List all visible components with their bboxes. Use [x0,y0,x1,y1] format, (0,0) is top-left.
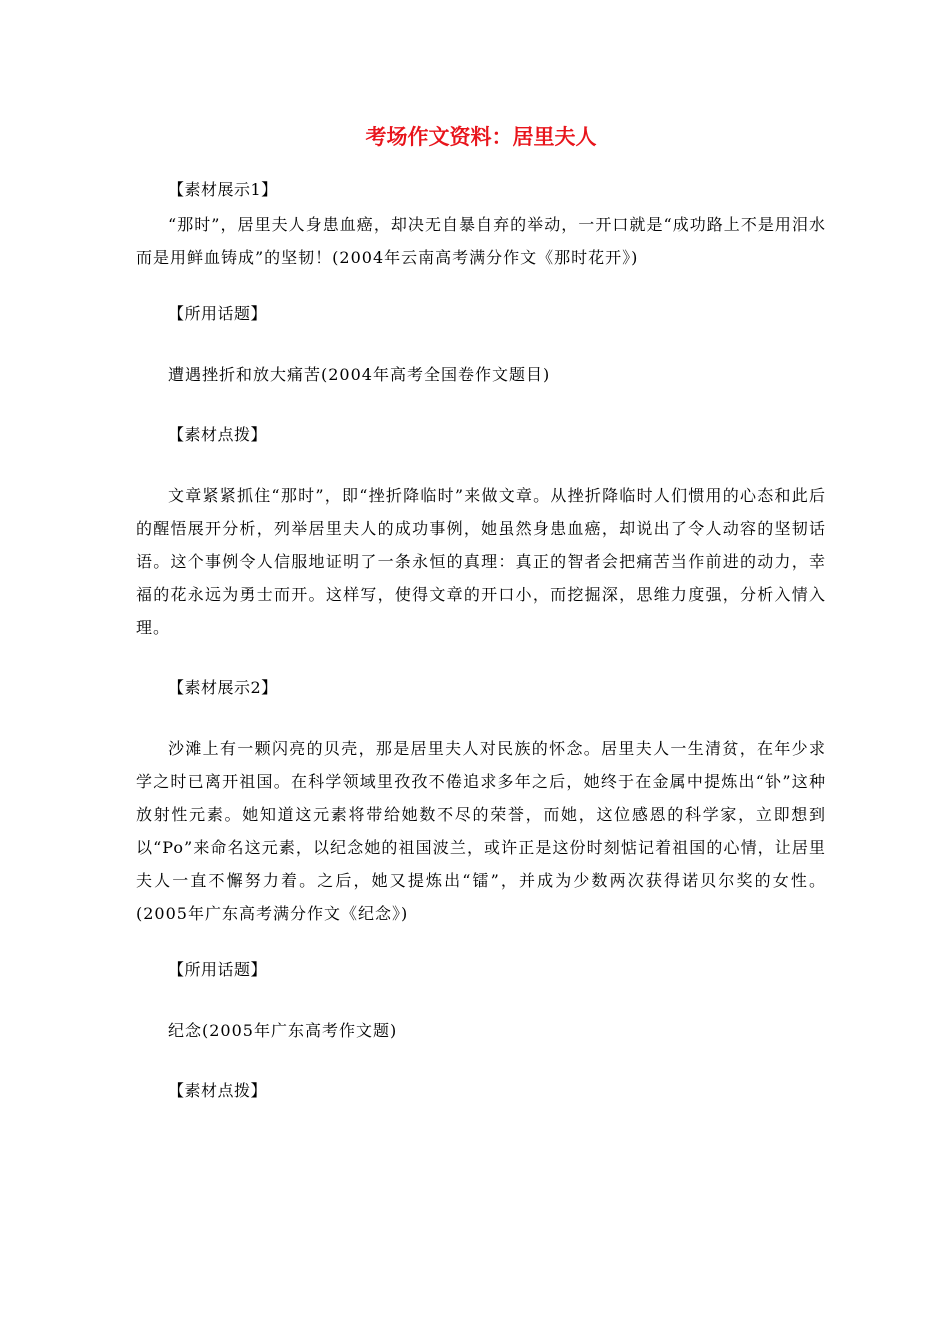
material-2-text: 沙滩上有一颗闪亮的贝壳，那是居里夫人对民族的怀念。居里夫人一生清贫，在年少求学之时已离开祖国。在科学领域里孜孜不倦追求多年之后，她终于在金属中提炼出“钋”这种放射性元素。她知道这元素将带给她数不尽的荣誉，而她，这位感恩的科学家，立即想到以“Po”来命名这元素，以纪念她的祖国波兰，或许正是这份时刻惦记着祖国的心情，让居里夫人一直不懈努力着。之后，她又提炼出“镭”，并成为少数两次获得诺贝尔奖的女性。(2005年广东高考满分作文《纪念》) [136,739,826,923]
topic-2-text: 纪念(2005年广东高考作文题) [168,1021,398,1040]
page-title: 考场作文资料：居里夫人 [365,125,597,149]
comment-1-text: 文章紧紧抓住“那时”，即“挫折降临时”来做文章。从挫折降临时人们惯用的心态和此后的醒悟展开分析，列举居里夫人的成功事例，她虽然身患血癌，却说出了令人动容的坚韧话语。这个事例令人信服地证明了一条永恒的真理：真正的智者会把痛苦当作前进的动力，幸福的花永远为勇士而开。这样写，使得文章的开口小，而挖掘深，思维力度强，分析入情入理。 [136,486,826,637]
section-heading-material-2: 【素材展示2】 [168,678,278,697]
section-heading-comment-1: 【素材点拨】 [168,425,268,444]
section-heading-topic-1: 【所用话题】 [168,304,268,323]
topic-1-text: 遭遇挫折和放大痛苦(2004年高考全国卷作文题目) [168,365,551,384]
document-page [136,120,826,1105]
section-heading-material-1: 【素材展示1】 [168,180,278,199]
section-heading-comment-2: 【素材点拨】 [168,1081,268,1100]
material-1-text: “那时”，居里夫人身患血癌，却决无自暴自弃的举动，一开口就是“成功路上不是用泪水而是用鲜血铸成”的坚韧！(2004年云南高考满分作文《那时花开》) [136,215,826,267]
section-heading-topic-2: 【所用话题】 [168,960,268,979]
